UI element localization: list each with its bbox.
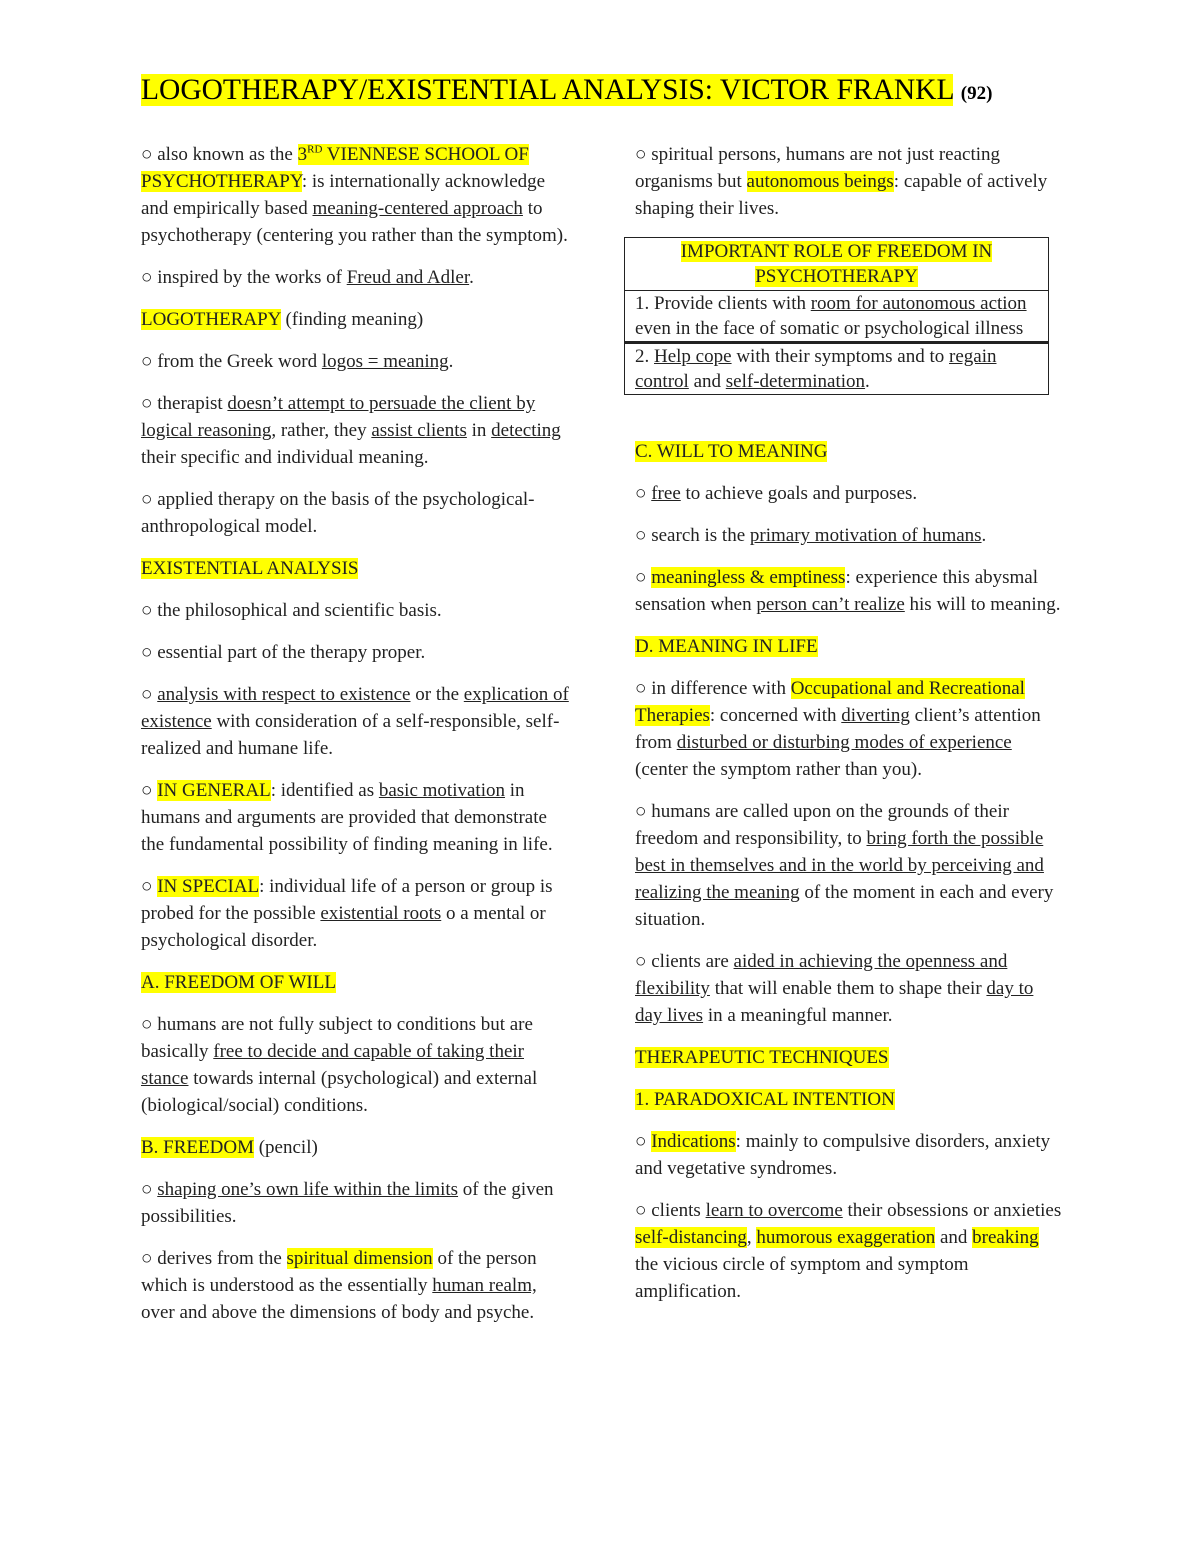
bullet-icon: ○ xyxy=(141,489,153,510)
title-text: LOGOTHERAPY/EXISTENTIAL ANALYSIS: VICTOR FRANKL xyxy=(141,74,954,106)
bullet-icon: ○ xyxy=(141,1248,153,1269)
heading-existential-analysis: EXISTENTIAL ANALYSIS xyxy=(141,558,359,579)
freedom-role-table xyxy=(624,237,1049,395)
heading-freedom: B. FREEDOM (pencil) xyxy=(141,1137,318,1158)
page-title xyxy=(141,70,1101,114)
para-spiritual-persons: ○ spiritual persons, humans are not just reacting organisms but autonomous beings: capable of actively shaping their lives. xyxy=(635,144,1048,219)
bullet-icon: ○ xyxy=(141,1179,153,1200)
para-greek-word: ○ from the Greek word logos = meaning. xyxy=(141,351,454,372)
bullet-icon: ○ xyxy=(635,951,647,972)
bullet-icon: ○ xyxy=(141,642,153,663)
bullet-icon: ○ xyxy=(635,801,647,822)
right-column xyxy=(635,141,1065,1320)
heading-therapeutic-techniques: THERAPEUTIC TECHNIQUES xyxy=(635,1047,889,1068)
bullet-icon: ○ xyxy=(141,1014,153,1035)
para-shaping-life: ○ shaping one’s own life within the limits of the given possibilities. xyxy=(141,1179,554,1227)
heading-meaning-in-life: D. MEANING IN LIFE xyxy=(635,636,818,657)
bullet-icon: ○ xyxy=(635,678,647,699)
para-clients-aided: ○ clients are aided in achieving the openness and flexibility that will enable them to shape their day to day lives in a meaningful manner. xyxy=(635,951,1034,1026)
para-spiritual-dimension: ○ derives from the spiritual dimension of the person which is understood as the essentially human realm, over and above the dimensions of body and psyche. xyxy=(141,1248,537,1323)
para-indications: ○ Indications: mainly to compulsive disorders, anxiety and vegetative syndromes. xyxy=(635,1131,1051,1179)
bullet-icon: ○ xyxy=(141,351,153,372)
bullet-icon: ○ xyxy=(635,1131,647,1152)
para-philosophical: ○ the philosophical and scientific basis. xyxy=(141,600,442,621)
para-humans-not-subject: ○ humans are not fully subject to conditions but are basically free to decide and capable of taking their stance towards internal (psychological) and external (biological/social) conditions. xyxy=(141,1014,538,1116)
para-therapist: ○ therapist doesn’t attempt to persuade the client by logical reasoning, rather, they assist clients in detecting their specific and individual meaning. xyxy=(141,393,561,468)
heading-logotherapy: LOGOTHERAPY (finding meaning) xyxy=(141,309,424,330)
bullet-icon: ○ xyxy=(635,483,647,504)
heading-freedom-of-will: A. FREEDOM OF WILL xyxy=(141,972,336,993)
para-free-goals: ○ free to achieve goals and purposes. xyxy=(635,483,918,504)
table-header: IMPORTANT ROLE OF FREEDOM IN PSYCHOTHERAPY xyxy=(680,241,993,287)
bullet-icon: ○ xyxy=(141,780,153,801)
bullet-icon: ○ xyxy=(635,1200,647,1221)
bullet-icon: ○ xyxy=(141,684,153,705)
heading-paradoxical-intention: 1. PARADOXICAL INTENTION xyxy=(635,1089,895,1110)
para-humans-called: ○ humans are called upon on the grounds of their freedom and responsibility, to bring forth the possible best in themselves and in the world by perceiving and realizing the meaning of the moment in each and every situation. xyxy=(635,801,1054,930)
heading-will-to-meaning: C. WILL TO MEANING xyxy=(635,441,828,462)
para-essential: ○ essential part of the therapy proper. xyxy=(141,642,426,663)
para-in-special: ○ IN SPECIAL: individual life of a person or group is probed for the possible existential roots o a mental or psychological disorder. xyxy=(141,876,553,951)
bullet-icon: ○ xyxy=(635,567,647,588)
bullet-icon: ○ xyxy=(141,600,153,621)
para-occupational: ○ in difference with Occupational and Recreational Therapies: concerned with diverting client’s attention from disturbed or disturbing modes of experience (center the symptom rather than you). xyxy=(635,678,1041,780)
para-in-general: ○ IN GENERAL: identified as basic motivation in humans and arguments are provided that demonstrate the fundamental possibility of finding meaning in life. xyxy=(141,780,553,855)
para-search-motivation: ○ search is the primary motivation of humans. xyxy=(635,525,987,546)
table-row: 2. Help cope with their symptoms and to regain control and self-determination. xyxy=(625,341,1048,394)
left-column xyxy=(141,141,571,1341)
para-inspired: ○ inspired by the works of Freud and Adler. xyxy=(141,267,474,288)
bullet-icon: ○ xyxy=(141,144,153,165)
para-analysis-existence: ○ analysis with respect to existence or the explication of existence with consideration of a self-responsible, self-realized and humane life. xyxy=(141,684,569,759)
bullet-icon: ○ xyxy=(635,525,647,546)
para-viennese-school: ○ also known as the 3RD VIENNESE SCHOOL OF PSYCHOTHERAPY: is internationally acknowledge and empirically based meaning-centered approach to psychotherapy (centering you rather than the symptom). xyxy=(141,143,568,246)
bullet-icon: ○ xyxy=(635,144,647,165)
bullet-icon: ○ xyxy=(141,393,153,414)
bullet-icon: ○ xyxy=(141,876,153,897)
title-page-number: (92) xyxy=(960,83,993,104)
bullet-icon: ○ xyxy=(141,267,153,288)
para-meaningless: ○ meaningless & emptiness: experience this abysmal sensation when person can’t realize his will to meaning. xyxy=(635,567,1061,615)
table-row: 1. Provide clients with room for autonomous action even in the face of somatic or psychological illness xyxy=(625,290,1048,341)
para-clients-learn: ○ clients learn to overcome their obsessions or anxieties self-distancing, humorous exaggeration and breaking the vicious circle of symptom and symptom amplification. xyxy=(635,1200,1062,1302)
para-applied-therapy: ○ applied therapy on the basis of the psychological-anthropological model. xyxy=(141,489,535,537)
